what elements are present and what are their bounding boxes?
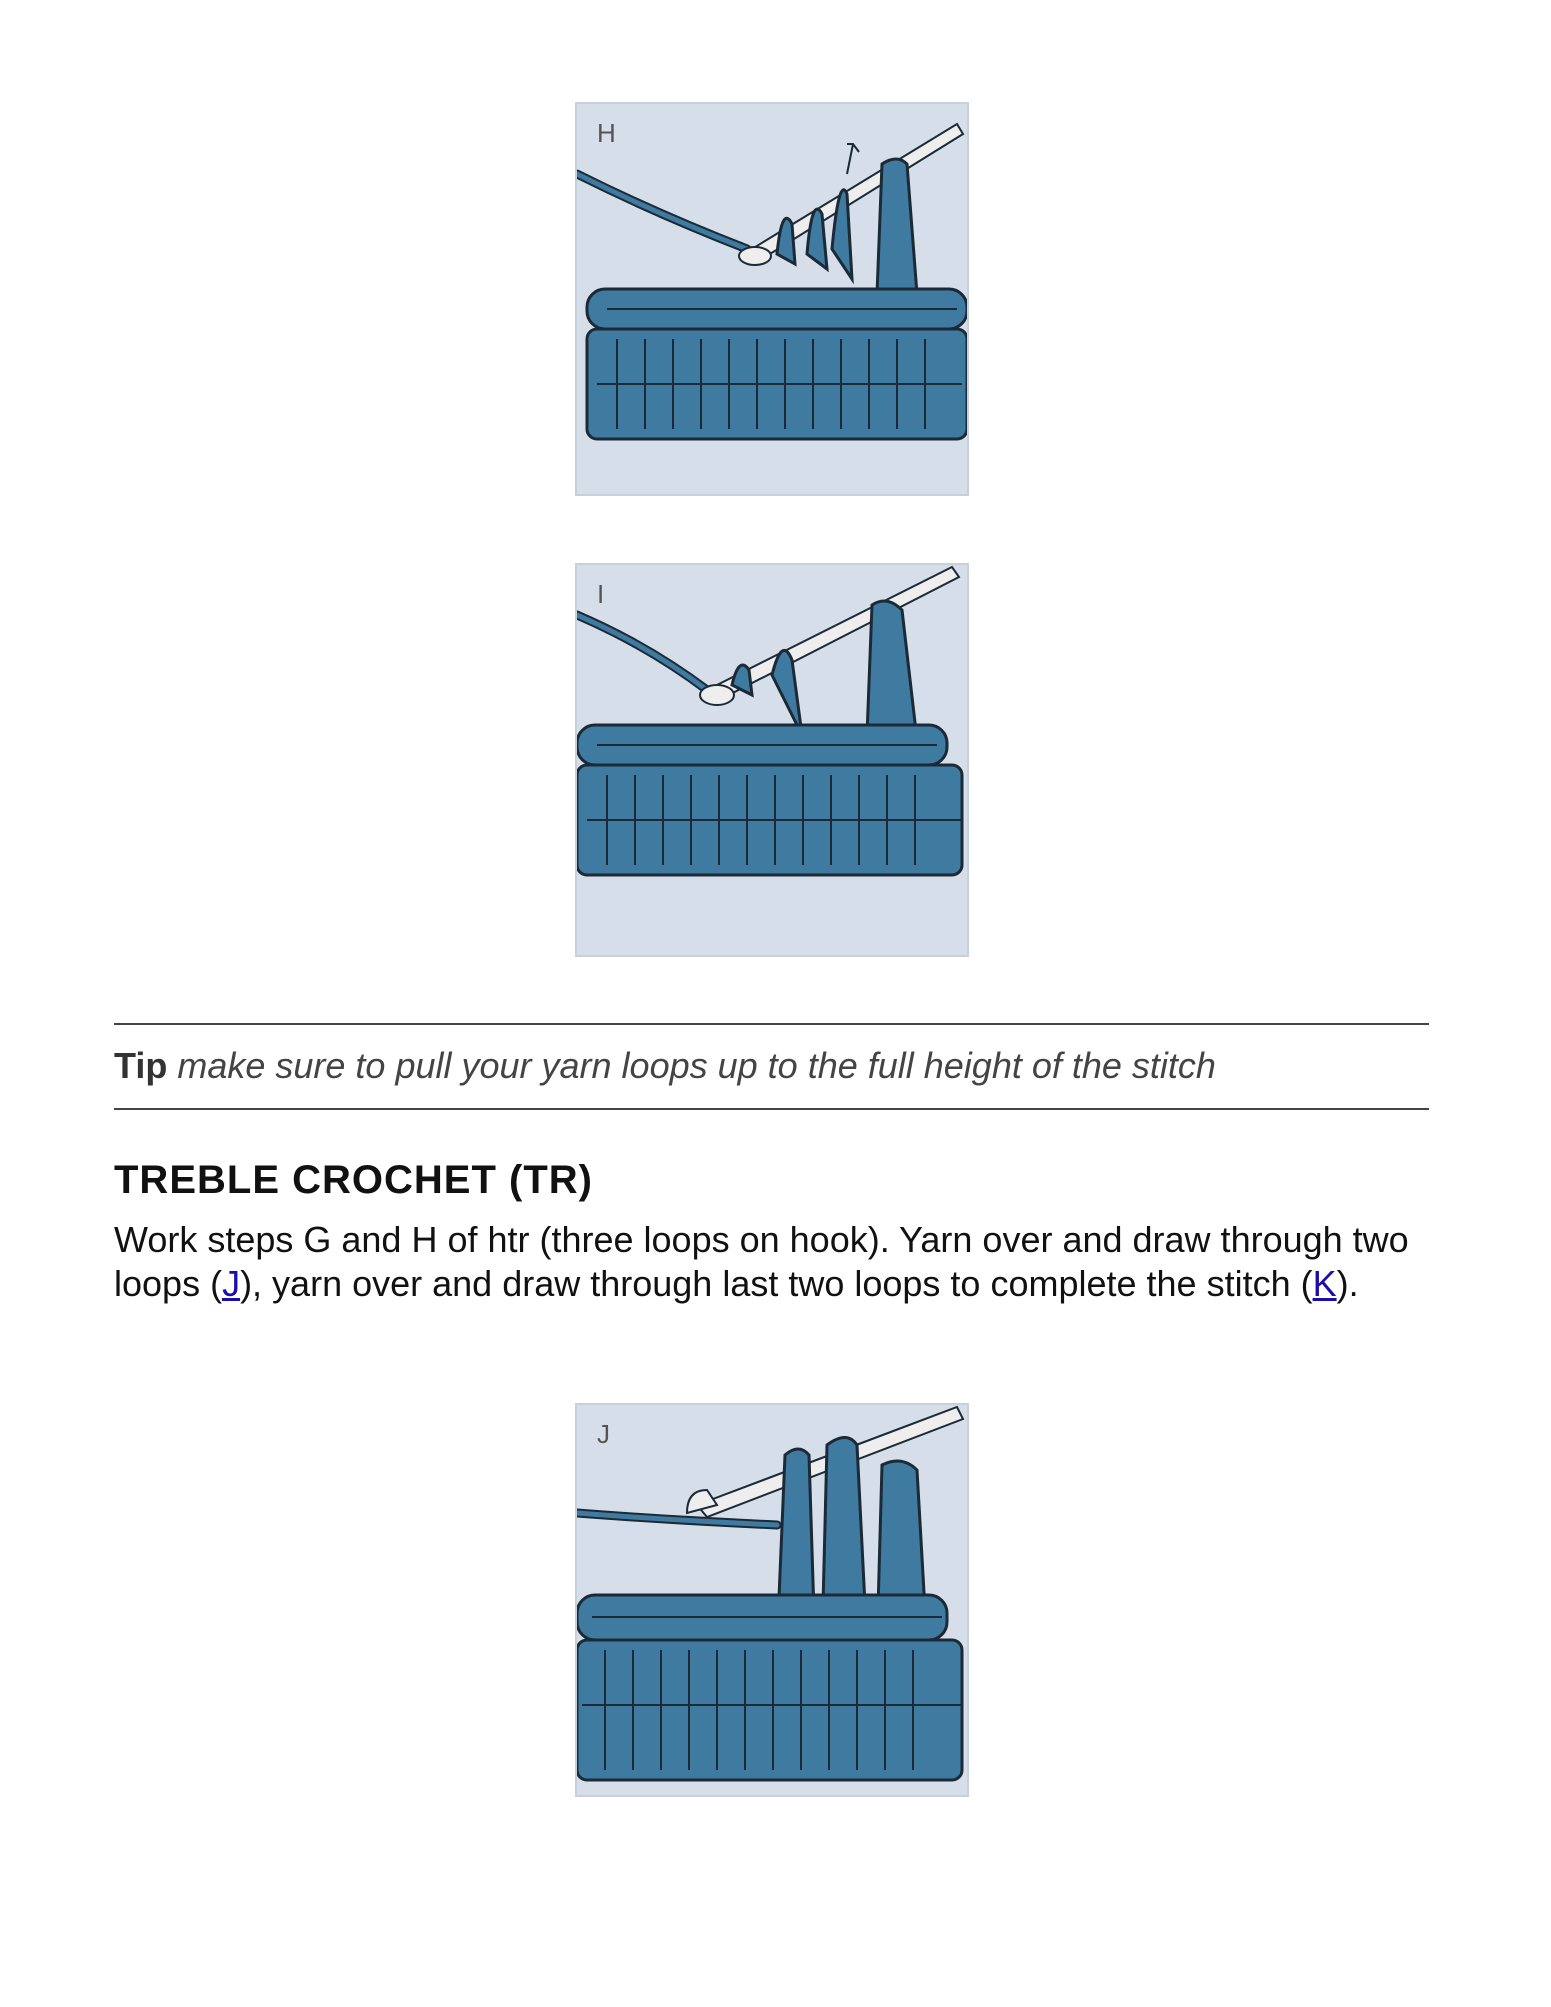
crochet-illustration xyxy=(577,1405,967,1795)
figure-label: J xyxy=(597,1419,610,1449)
figure-j xyxy=(575,1403,969,1797)
body-text-part: ). xyxy=(1336,1263,1359,1304)
tip-label: Tip xyxy=(114,1045,168,1086)
divider xyxy=(114,1023,1429,1025)
tip-text: make sure to pull your yarn loops up to the full height of the stitch xyxy=(177,1045,1216,1086)
tip xyxy=(114,1045,1216,1087)
figure-label: I xyxy=(597,579,605,609)
figure-j-link[interactable]: J xyxy=(222,1263,241,1304)
crochet-illustration xyxy=(577,104,967,494)
divider xyxy=(114,1108,1429,1110)
figure-i xyxy=(575,563,969,957)
figure-label: H xyxy=(597,118,616,148)
body-text-part: Work steps G and H of htr (three loops on hook). Yarn over and draw through two loops ( xyxy=(114,1219,1409,1304)
figure-k-link[interactable]: K xyxy=(1312,1263,1337,1304)
figure-h xyxy=(575,102,969,496)
crochet-illustration xyxy=(577,565,967,955)
section-body xyxy=(114,1218,1444,1306)
body-text-part: ), yarn over and draw through last two loops to complete the stitch ( xyxy=(240,1263,1313,1304)
section-heading: TREBLE CROCHET (TR) xyxy=(114,1158,593,1202)
